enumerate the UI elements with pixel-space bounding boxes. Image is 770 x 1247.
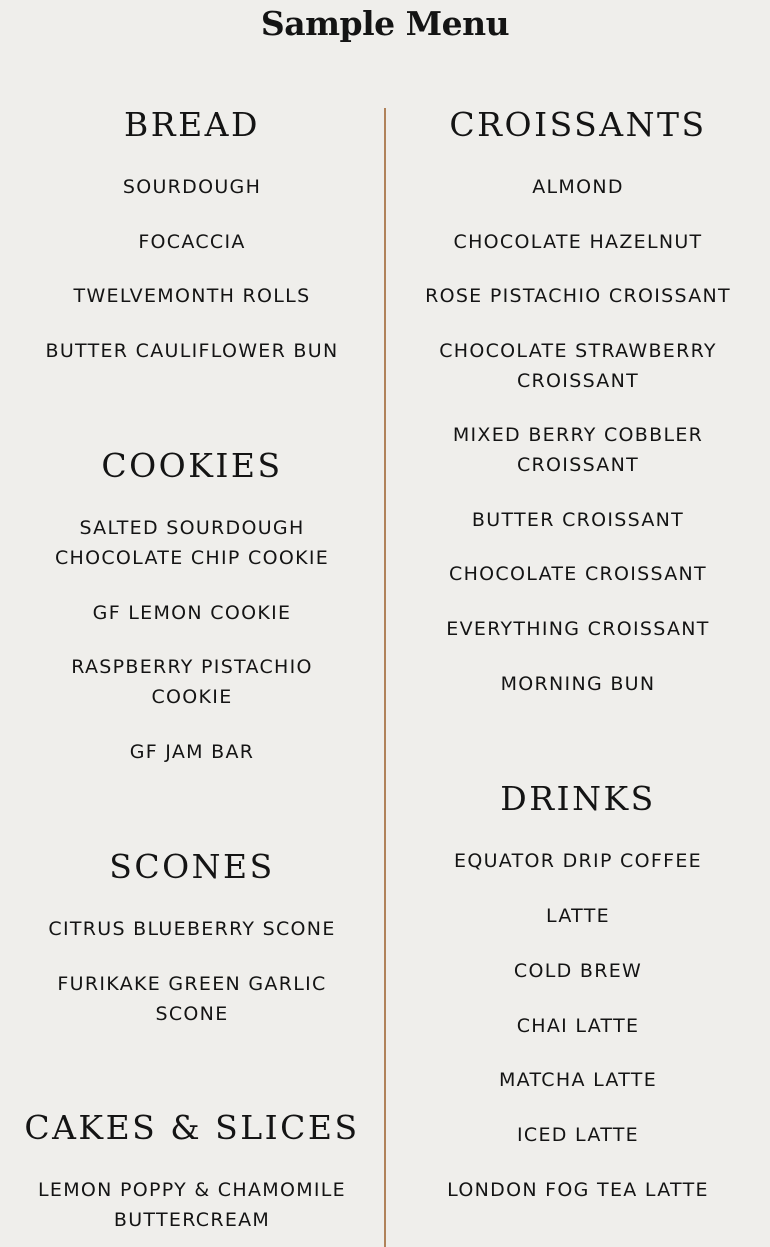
menu-item: CHAI LATTE (516, 1015, 640, 1037)
menu-item: SOURDOUGH (122, 176, 262, 198)
section-title-croissants: CROISSANTS (449, 105, 707, 144)
menu-item: SALTED SOURDOUGH CHOCOLATE CHIP COOKIE (54, 517, 330, 569)
menu-item: CHOCOLATE HAZELNUT (453, 231, 703, 253)
section-drinks (386, 781, 770, 1205)
menu-list-scones (0, 914, 384, 1029)
menu-item: GF LEMON COOKIE (92, 602, 292, 624)
menu-item: TWELVEMONTH ROLLS (73, 285, 311, 307)
menu-item: ROSE PISTACHIO CROISSANT (425, 285, 731, 307)
menu-item: BUTTER CROISSANT (471, 509, 685, 531)
menu-item: CITRUS BLUEBERRY SCONE (48, 918, 336, 940)
section-scones (0, 849, 384, 1029)
section-title-bread: BREAD (124, 105, 260, 144)
menu-item: CHOCOLATE STRAWBERRY CROISSANT (439, 340, 717, 392)
section-title-cookies: COOKIES (101, 446, 283, 485)
menu-list-croissants (386, 172, 770, 699)
menu-item: LONDON FOG TEA LATTE (447, 1179, 709, 1201)
menu-item: CHOCOLATE CROISSANT (449, 563, 707, 585)
section-cakes-slices (0, 1110, 384, 1235)
menu-item: ICED LATTE (517, 1124, 639, 1146)
menu-item: EVERYTHING CROISSANT (446, 618, 710, 640)
page-title: Sample Menu (260, 4, 510, 43)
section-title-drinks: DRINKS (500, 779, 656, 818)
menu-item: COLD BREW (513, 960, 643, 982)
menu-item: LEMON POPPY & CHAMOMILE BUTTERCREAM (38, 1179, 346, 1231)
section-bread (0, 107, 384, 366)
menu-item: LATTE (546, 905, 610, 927)
menu-item: EQUATOR DRIP COFFEE (454, 850, 702, 872)
section-croissants (386, 107, 770, 699)
menu-item: FOCACCIA (138, 231, 246, 253)
menu-item: ALMOND (532, 176, 624, 198)
menu-item: MATCHA LATTE (498, 1069, 658, 1091)
menu-list-cookies (0, 513, 384, 767)
menu-item: RASPBERRY PISTACHIO COOKIE (71, 656, 313, 708)
section-cookies (0, 448, 384, 767)
menu-list-cakes-slices (0, 1175, 384, 1235)
menu-item: BUTTER CAULIFLOWER BUN (45, 340, 339, 362)
menu-item: MIXED BERRY COBBLER CROISSANT (452, 424, 704, 476)
section-title-scones: SCONES (109, 847, 275, 886)
menu-list-drinks (386, 846, 770, 1205)
menu-item: FURIKAKE GREEN GARLIC SCONE (57, 973, 327, 1025)
menu-item: MORNING BUN (500, 673, 656, 695)
section-title-cakes-slices: CAKES & SLICES (24, 1108, 360, 1147)
menu-item: GF JAM BAR (129, 741, 255, 763)
menu-list-bread (0, 172, 384, 366)
